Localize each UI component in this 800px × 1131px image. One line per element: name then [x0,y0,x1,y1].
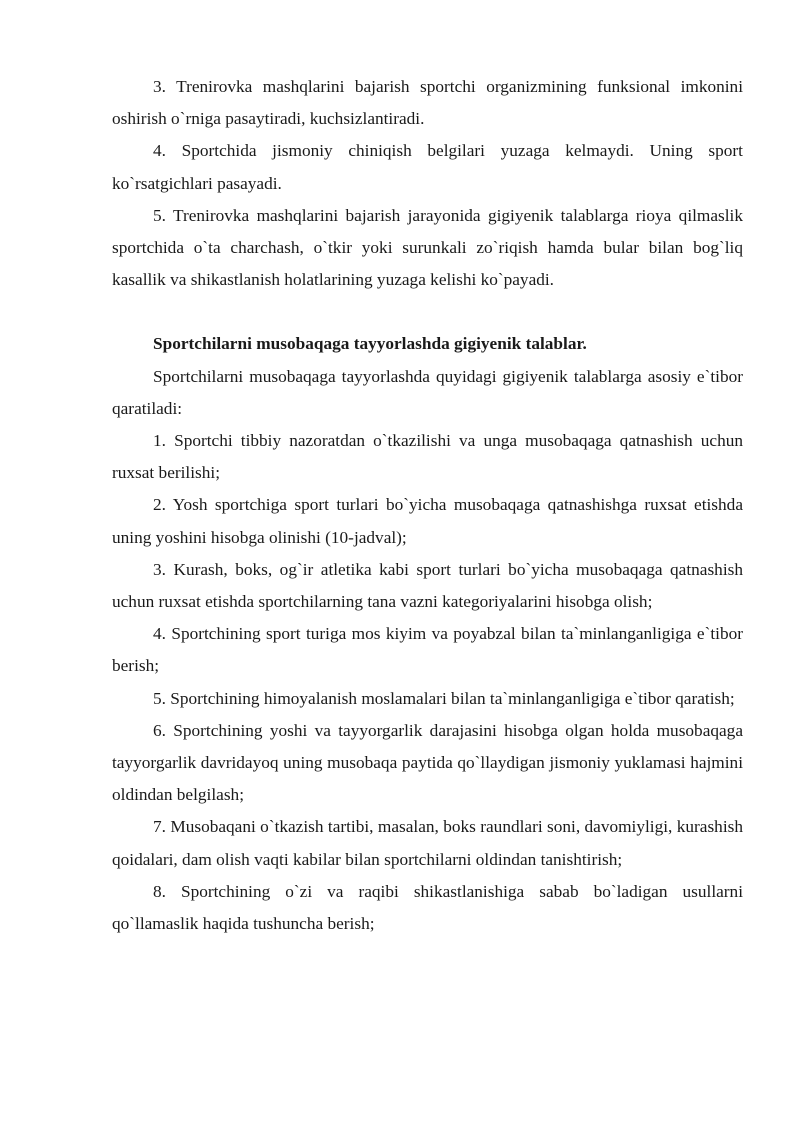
requirement-item-6: 6. Sportchining yoshi va tayyorgarlik darajasini hisobga olgan holda musobaqaga tayyorgarlik davridayoq uning musobaqa paytida qo`llaydigan jismoniy yuklamasi hajmini oldindan belgilash; [112,720,743,805]
requirement-item-4: 4. Sportchining sport turiga mos kiyim va poyabzal bilan ta`minlanganligiga e`tibor berish; [112,624,743,676]
section-heading: Sportchilarni musobaqaga tayyorlashda gigiyenik talablar. [153,334,587,354]
requirement-item-3: 3. Kurash, boks, og`ir atletika kabi sport turlari bo`yicha musobaqaga qatnashish uchun ruxsat etishda sportchilarning tana vazni kategoriyalarini hisobga olish; [112,559,743,612]
paragraph-intro-item-3: 3. Trenirovka mashqlarini bajarish sportchi organizmining funksional imkonini oshirish o`rniga pasaytiradi, kuchsizlantiradi. [112,77,743,129]
requirement-item-8: 8. Sportchining o`zi va raqibi shikastlanishiga sabab bo`ladigan usullarni qo`llamaslik haqida tushuncha berish; [112,881,743,934]
paragraph-intro-item-4: 4. Sportchida jismoniy chiniqish belgilari yuzaga kelmaydi. Uning sport ko`rsatgichlari pasayadi. [112,141,743,193]
requirement-item-2: 2. Yosh sportchiga sport turlari bo`yicha musobaqaga qatnashishga ruxsat etishda uning yoshini hisobga olinishi (10-jadval); [112,495,743,547]
section-intro: Sportchilarni musobaqaga tayyorlashda quyidagi gigiyenik talablarga asosiy e`tibor qaratiladi: [112,366,743,418]
requirement-item-5: 5. Sportchining himoyalanish moslamalari bilan ta`minlanganligiga e`tibor qaratish; [153,688,735,708]
paragraph-intro-item-5: 5. Trenirovka mashqlarini bajarish jarayonida gigiyenik talablarga rioya qilmaslik sportchida o`ta charchash, o`tkir yoki surunkali zo`riqish hamda bular bilan bog`liq kasallik va shikastlanish holatlarining yuzaga kelishi ko`payadi. [112,205,743,290]
document-body [112,71,743,940]
requirement-item-7: 7. Musobaqani o`tkazish tartibi, masalan, boks raundlari soni, davomiyligi, kurashish qoidalari, dam olish vaqti kabilar bilan sportchilarni oldindan tanishtirish; [112,817,743,869]
requirement-item-1: 1. Sportchi tibbiy nazoratdan o`tkazilishi va unga musobaqaga qatnashish uchun ruxsat berilishi; [112,431,743,483]
